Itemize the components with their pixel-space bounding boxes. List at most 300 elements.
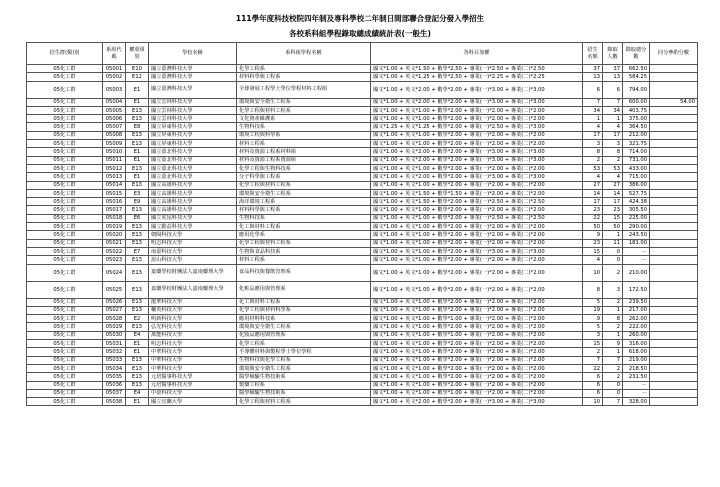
table-cell-w: E13 xyxy=(126,206,149,214)
table-cell-tie: 54.00 xyxy=(650,98,698,106)
table-cell-tie xyxy=(650,356,698,364)
table-row xyxy=(27,356,698,364)
table-cell-g: 05化工群 xyxy=(27,214,103,222)
table-body xyxy=(27,65,698,406)
table-cell-tie xyxy=(650,315,698,323)
table-cell-quota: 5 xyxy=(583,323,603,331)
table-cell-score: 181.00 xyxy=(623,239,650,247)
table-cell-school: 國立臺灣科技大學 xyxy=(149,65,237,73)
table-cell-code: 05016 xyxy=(103,198,126,206)
table-cell-school: 中臺科技大學 xyxy=(149,389,237,397)
table-cell-adm: 3 xyxy=(603,281,623,298)
table-header-row xyxy=(27,43,698,65)
table-cell-tie xyxy=(650,306,698,314)
table-cell-adm: 27 xyxy=(603,181,623,189)
table-cell-tie xyxy=(650,381,698,389)
table-cell-score: 328.00 xyxy=(623,398,650,406)
table-cell-score: 262.00 xyxy=(623,315,650,323)
table-cell-g: 05化工群 xyxy=(27,231,103,239)
table-cell-score: 662.50 xyxy=(623,65,650,73)
table-cell-quota: 1 xyxy=(583,115,603,123)
table-cell-school: 國立雲林科技大學 xyxy=(149,106,237,114)
table-cell-code: 05028 xyxy=(103,315,126,323)
table-cell-code: 05036 xyxy=(103,381,126,389)
table-cell-tie xyxy=(650,214,698,222)
table-cell-code: 05038 xyxy=(103,398,126,406)
table-cell-school: 國立臺北科技大學 xyxy=(149,156,237,164)
table-cell-w: E13 xyxy=(126,223,149,231)
table-cell-school: 國立雲林科技大學 xyxy=(149,115,237,123)
table-cell-school: 國立屏東科技大學 xyxy=(149,140,237,148)
table-cell-dept: 醫學檢驗生物技術系 xyxy=(237,373,371,381)
table-row xyxy=(27,189,698,197)
table-cell-adm: 1 xyxy=(603,306,623,314)
table-cell-adm: 0 xyxy=(603,256,623,264)
table-cell-score: 584.25 xyxy=(623,73,650,81)
table-row xyxy=(27,323,698,331)
table-cell-g: 05化工群 xyxy=(27,106,103,114)
table-cell-adm: 17 xyxy=(603,131,623,139)
table-cell-dept: 化學工程與材料工程系 xyxy=(237,239,371,247)
table-cell-tie xyxy=(650,348,698,356)
table-cell-w: E13 xyxy=(126,364,149,372)
table-cell-code: 05027 xyxy=(103,306,126,314)
table-cell-score: 403.75 xyxy=(623,106,650,114)
table-cell-adm: 2 xyxy=(603,264,623,281)
table-cell-quota: 10 xyxy=(583,398,603,406)
table-cell-weights: 國文*1.00 + 英文*1.00 + 數學*2.00 + 專業(一)*2.00 + 專業(二)*2.00 xyxy=(371,356,583,364)
table-cell-code: 05014 xyxy=(103,181,126,189)
table-cell-adm: 2 xyxy=(603,298,623,306)
table-cell-weights: 國文*1.00 + 英文*1.50 + 數學*2.00 + 專業(一)*2.50 + 專業(二)*2.50 xyxy=(371,198,583,206)
table-cell-score: 243.50 xyxy=(623,231,650,239)
table-cell-school: 弘光科技大學 xyxy=(149,323,237,331)
table-cell-score: 794.00 xyxy=(623,81,650,98)
table-cell-code: 05018 xyxy=(103,214,126,222)
table-cell-school: 中華科技大學 xyxy=(149,348,237,356)
table-cell-g: 05化工群 xyxy=(27,306,103,314)
table-cell-g: 05化工群 xyxy=(27,173,103,181)
table-cell-quota: 7 xyxy=(583,98,603,106)
table-row xyxy=(27,65,698,73)
table-cell-tie xyxy=(650,231,698,239)
table-cell-dept: 應用化學系 xyxy=(237,231,371,239)
table-cell-tie xyxy=(650,256,698,264)
table-cell-dept: 環境與安全衛生工程系 xyxy=(237,364,371,372)
table-cell-weights: 國文*1.00 + 英文*1.50 + 數學*1.50 + 專業(一)*2.00 + 專業(二)*2.00 xyxy=(371,189,583,197)
table-row xyxy=(27,340,698,348)
table-cell-g: 05化工群 xyxy=(27,115,103,123)
table-cell-quota: 15 xyxy=(583,340,603,348)
table-cell-g: 05化工群 xyxy=(27,398,103,406)
table-cell-adm: 1 xyxy=(603,231,623,239)
table-cell-quota: 17 xyxy=(583,131,603,139)
table-cell-dept: 生物科技與化學工程系 xyxy=(237,356,371,364)
table-cell-quota: 17 xyxy=(583,198,603,206)
table-cell-school: 萬能科技大學 xyxy=(149,331,237,339)
table-cell-code: 05011 xyxy=(103,156,126,164)
table-cell-school: 國立勤益科技大學 xyxy=(149,223,237,231)
document-title: 111學年度科技校院四年制及專科學校二年制日間部聯合登記分發入學招生 xyxy=(235,14,485,23)
table-cell-score: 364.50 xyxy=(623,123,650,131)
table-cell-school: 明新科技大學 xyxy=(149,315,237,323)
table-cell-g: 05化工群 xyxy=(27,340,103,348)
table-cell-g: 05化工群 xyxy=(27,81,103,98)
table-cell-adm: 7 xyxy=(603,356,623,364)
table-row xyxy=(27,298,698,306)
table-cell-tie xyxy=(650,65,698,73)
table-cell-w: E13 xyxy=(126,106,149,114)
table-cell-dept: 化學工程與材料工程系 xyxy=(237,106,371,114)
table-cell-weights: 國文*1.00 + 英文*1.00 + 數學*2.00 + 專業(一)*2.00 + 專業(二)*2.00 xyxy=(371,323,583,331)
table-cell-w: E10 xyxy=(126,65,149,73)
table-cell-tie xyxy=(650,373,698,381)
table-cell-tie xyxy=(650,198,698,206)
table-cell-dept: 製藥工程系 xyxy=(237,381,371,389)
table-cell-g: 05化工群 xyxy=(27,348,103,356)
admission-score-table xyxy=(26,42,698,406)
table-cell-dept: 化工與材料工程系 xyxy=(237,298,371,306)
table-cell-adm: 15 xyxy=(603,214,623,222)
table-cell-school: 國立高雄科技大學 xyxy=(149,189,237,197)
table-cell-code: 05004 xyxy=(103,98,126,106)
header-cell: 招生群(類)別 xyxy=(27,43,103,65)
table-cell-w: E4 xyxy=(126,331,149,339)
table-row xyxy=(27,348,698,356)
table-cell-quota: 6 xyxy=(583,81,603,98)
table-row xyxy=(27,123,698,131)
table-cell-dept: 生物科技系 xyxy=(237,214,371,222)
table-cell-score: 212.00 xyxy=(623,131,650,139)
table-cell-adm: 53 xyxy=(603,164,623,172)
table-cell-school: 國立高雄科技大學 xyxy=(149,206,237,214)
table-cell-g: 05化工群 xyxy=(27,323,103,331)
table-cell-g: 05化工群 xyxy=(27,239,103,247)
table-cell-quota: 6 xyxy=(583,373,603,381)
table-row xyxy=(27,73,698,81)
table-row xyxy=(27,173,698,181)
table-cell-score: － xyxy=(623,389,650,397)
table-cell-code: 05030 xyxy=(103,331,126,339)
table-cell-school: 輔英科技大學 xyxy=(149,306,237,314)
table-cell-g: 05化工群 xyxy=(27,256,103,264)
table-cell-score: 600.00 xyxy=(623,98,650,106)
table-cell-weights: 國文*1.00 + 英文*1.00 + 數學*2.00 + 專業(一)*2.00 + 專業(二)*2.00 xyxy=(371,140,583,148)
table-cell-school: 國立宜蘭大學 xyxy=(149,398,237,406)
table-row xyxy=(27,148,698,156)
table-cell-school: 國立臺北科技大學 xyxy=(149,164,237,172)
table-cell-adm: 7 xyxy=(603,398,623,406)
table-cell-score: 222.00 xyxy=(623,323,650,331)
header-cell: 招生名額 xyxy=(583,43,603,65)
table-cell-code: 05001 xyxy=(103,65,126,73)
table-cell-code: 05008 xyxy=(103,131,126,139)
table-row xyxy=(27,223,698,231)
table-cell-code: 05020 xyxy=(103,231,126,239)
table-cell-code: 05012 xyxy=(103,164,126,172)
table-cell-school: 明志科技大學 xyxy=(149,239,237,247)
table-cell-adm: 2 xyxy=(603,364,623,372)
table-cell-school: 嘉藥學校財團法人嘉南藥理大學 xyxy=(149,264,237,281)
table-cell-dept: 文化資產維護系 xyxy=(237,115,371,123)
table-cell-dept: 海洋環境工程系 xyxy=(237,198,371,206)
table-cell-w: E13 xyxy=(126,298,149,306)
table-cell-adm: 0 xyxy=(603,381,623,389)
table-cell-school: 元培醫事科技大學 xyxy=(149,373,237,381)
table-row xyxy=(27,156,698,164)
table-cell-adm: 3 xyxy=(603,140,623,148)
table-cell-weights: 國文*1.00 + 英文*2.00 + 數學*2.00 + 專業(一)*3.00 + 專業(二)*3.00 xyxy=(371,173,583,181)
table-cell-score: 217.00 xyxy=(623,306,650,314)
table-cell-code: 05022 xyxy=(103,247,126,255)
table-row xyxy=(27,315,698,323)
table-cell-score: 527.75 xyxy=(623,189,650,197)
table-cell-quota: 7 xyxy=(583,356,603,364)
table-cell-tie xyxy=(650,389,698,397)
table-cell-dept: 材料科學與工程系 xyxy=(237,73,371,81)
table-cell-score: － xyxy=(623,256,650,264)
table-cell-g: 05化工群 xyxy=(27,281,103,298)
table-cell-code: 05010 xyxy=(103,148,126,156)
table-cell-w: E7 xyxy=(126,247,149,255)
table-cell-quota: 37 xyxy=(583,65,603,73)
table-cell-dept: 分子科學與工程系 xyxy=(237,173,371,181)
table-cell-school: 國立臺北科技大學 xyxy=(149,173,237,181)
table-cell-tie xyxy=(650,189,698,197)
table-cell-dept: 半導體材料與製程學士學位學程 xyxy=(237,348,371,356)
table-cell-g: 05化工群 xyxy=(27,98,103,106)
table-cell-tie xyxy=(650,123,698,131)
table-cell-score: － xyxy=(623,247,650,255)
table-cell-quota: 22 xyxy=(583,364,603,372)
table-cell-tie xyxy=(650,331,698,339)
table-cell-g: 05化工群 xyxy=(27,381,103,389)
table-row xyxy=(27,389,698,397)
table-cell-code: 05002 xyxy=(103,73,126,81)
table-row xyxy=(27,398,698,406)
table-cell-code: 05031 xyxy=(103,340,126,348)
table-cell-g: 05化工群 xyxy=(27,148,103,156)
table-cell-code: 05023 xyxy=(103,256,126,264)
table-row xyxy=(27,331,698,339)
table-cell-adm: 4 xyxy=(603,123,623,131)
table-cell-w: E13 xyxy=(126,256,149,264)
table-cell-quota: 6 xyxy=(583,381,603,389)
table-cell-w: E1 xyxy=(126,81,149,98)
table-cell-dept: 材料及資源工程系材料組 xyxy=(237,148,371,156)
table-cell-quota: 9 xyxy=(583,315,603,323)
table-cell-tie xyxy=(650,131,698,139)
table-cell-school: 元培醫事科技大學 xyxy=(149,381,237,389)
table-cell-code: 05005 xyxy=(103,106,126,114)
table-cell-w: E13 xyxy=(126,373,149,381)
table-cell-dept: 生物與食品科技系 xyxy=(237,247,371,255)
table-row xyxy=(27,198,698,206)
table-cell-tie xyxy=(650,239,698,247)
table-cell-g: 05化工群 xyxy=(27,298,103,306)
table-cell-weights: 國文*1.00 + 英文*1.00 + 數學*2.00 + 專業(一)*3.00 + 專業(二)*3.00 xyxy=(371,247,583,255)
table-cell-g: 05化工群 xyxy=(27,73,103,81)
table-row xyxy=(27,206,698,214)
table-cell-adm: 8 xyxy=(603,148,623,156)
table-cell-adm: 34 xyxy=(603,106,623,114)
table-cell-g: 05化工群 xyxy=(27,65,103,73)
table-cell-quota: 34 xyxy=(583,106,603,114)
table-cell-tie xyxy=(650,81,698,98)
table-cell-code: 05006 xyxy=(103,115,126,123)
table-cell-weights: 國文*1.00 + 英文*1.00 + 數學*2.00 + 專業(一)*2.00 + 專業(二)*2.00 xyxy=(371,106,583,114)
table-cell-weights: 國文*1.00 + 英文*1.00 + 數學*2.00 + 專業(一)*2.00 + 專業(二)*2.00 xyxy=(371,256,583,264)
table-row xyxy=(27,281,698,298)
header-cell: 錄取總分數 xyxy=(623,43,650,65)
table-cell-g: 05化工群 xyxy=(27,373,103,381)
table-cell-quota: 4 xyxy=(583,256,603,264)
table-cell-g: 05化工群 xyxy=(27,247,103,255)
table-cell-score: 316.00 xyxy=(623,340,650,348)
table-cell-weights: 國文*1.00 + 英文*2.00 + 數學*2.00 + 專業(一)*3.00 + 專業(二)*3.00 xyxy=(371,81,583,98)
table-cell-weights: 國文*1.00 + 英文*1.00 + 數學*2.00 + 專業(一)*2.00 + 專業(二)*2.00 xyxy=(371,348,583,356)
table-cell-weights: 國文*1.00 + 英文*1.00 + 數學*2.00 + 專業(一)*2.50 + 專業(二)*2.50 xyxy=(371,214,583,222)
table-cell-tie xyxy=(650,115,698,123)
table-cell-adm: 1 xyxy=(603,331,623,339)
table-cell-w: E13 xyxy=(126,281,149,298)
table-cell-code: 05026 xyxy=(103,298,126,306)
table-cell-adm: 9 xyxy=(603,340,623,348)
table-cell-score: 321.75 xyxy=(623,140,650,148)
table-row xyxy=(27,256,698,264)
table-cell-score: 219.00 xyxy=(623,356,650,364)
table-cell-school: 中華科技大學 xyxy=(149,364,237,372)
table-cell-score: 172.50 xyxy=(623,281,650,298)
table-cell-g: 05化工群 xyxy=(27,123,103,131)
header-cell: 系組代碼 xyxy=(103,43,126,65)
table-cell-g: 05化工群 xyxy=(27,181,103,189)
table-cell-adm: 11 xyxy=(603,239,623,247)
table-cell-quota: 53 xyxy=(583,164,603,172)
table-row xyxy=(27,140,698,148)
table-cell-w: E1 xyxy=(126,98,149,106)
table-cell-dept: 環境與安全衛生工程系 xyxy=(237,98,371,106)
table-cell-quota: 8 xyxy=(583,281,603,298)
table-cell-quota: 23 xyxy=(583,206,603,214)
table-cell-score: 218.50 xyxy=(623,364,650,372)
table-cell-w: E6 xyxy=(126,214,149,222)
table-cell-weights: 國文*1.00 + 英文*1.00 + 數學*2.00 + 專業(一)*2.00 + 專業(二)*2.00 xyxy=(371,223,583,231)
table-cell-dept: 化學工程與生物科技系 xyxy=(237,164,371,172)
table-cell-dept: 化學工程系 xyxy=(237,65,371,73)
table-cell-w: E1 xyxy=(126,340,149,348)
table-cell-score: 225.00 xyxy=(623,214,650,222)
table-cell-dept: 應用材料科技系 xyxy=(237,315,371,323)
table-cell-dept: 材料工程系 xyxy=(237,256,371,264)
table-cell-g: 05化工群 xyxy=(27,198,103,206)
table-cell-score: 424.38 xyxy=(623,198,650,206)
table-cell-w: E13 xyxy=(126,164,149,172)
table-cell-score: 715.00 xyxy=(623,173,650,181)
header-cell: 同分參酌分數 xyxy=(650,43,698,65)
table-cell-w: E12 xyxy=(126,73,149,81)
table-cell-quota: 27 xyxy=(583,181,603,189)
table-cell-code: 05009 xyxy=(103,140,126,148)
table-cell-weights: 國文*1.00 + 英文*1.00 + 數學*2.00 + 專業(一)*2.00 + 專業(二)*2.00 xyxy=(371,206,583,214)
table-cell-adm: 7 xyxy=(603,98,623,106)
table-cell-adm: 1 xyxy=(603,115,623,123)
table-cell-code: 05019 xyxy=(103,223,126,231)
table-cell-school: 國立雲林科技大學 xyxy=(149,98,237,106)
table-cell-dept: 生物科技系 xyxy=(237,123,371,131)
document-subtitle: 各校系科組學程錄取總成績統計表(一般生) xyxy=(289,29,431,38)
header-cell: 系科組學程名稱 xyxy=(237,43,371,65)
table-cell-dept: 材料及資源工程系資源組 xyxy=(237,156,371,164)
table-cell-w: E13 xyxy=(126,239,149,247)
table-cell-score: 433.00 xyxy=(623,164,650,172)
table-cell-code: 05024 xyxy=(103,264,126,281)
table-cell-weights: 國文*1.00 + 英文*1.00 + 數學*2.00 + 專業(一)*2.00 + 專業(二)*2.00 xyxy=(371,298,583,306)
table-cell-school: 國立臺灣科技大學 xyxy=(149,81,237,98)
table-cell-tie xyxy=(650,73,698,81)
table-cell-school: 國立高雄科技大學 xyxy=(149,198,237,206)
table-cell-quota: 22 xyxy=(583,214,603,222)
table-cell-quota: 2 xyxy=(583,348,603,356)
table-cell-weights: 國文*1.00 + 英文*1.00 + 數學*2.00 + 專業(一)*2.00 + 專業(二)*2.00 xyxy=(371,306,583,314)
table-cell-weights: 國文*1.00 + 英文*1.00 + 數學*2.00 + 專業(一)*2.00 + 專業(二)*2.00 xyxy=(371,264,583,281)
table-cell-score: 618.00 xyxy=(623,348,650,356)
table-cell-tie xyxy=(650,148,698,156)
table-cell-school: 朝陽科技大學 xyxy=(149,231,237,239)
table-cell-dept: 環境與安全衛生工程系 xyxy=(237,189,371,197)
table-cell-score: 731.00 xyxy=(623,156,650,164)
table-cell-quota: 2 xyxy=(583,156,603,164)
table-cell-dept: 環境與安全衛生工程系 xyxy=(237,323,371,331)
table-cell-adm: 17 xyxy=(603,198,623,206)
table-cell-weights: 國文*1.00 + 英文*1.00 + 數學*2.00 + 專業(一)*2.00 + 專業(二)*2.00 xyxy=(371,381,583,389)
table-cell-weights: 國文*1.00 + 英文*1.00 + 數學*2.00 + 專業(一)*2.00 + 專業(二)*2.00 xyxy=(371,281,583,298)
table-cell-quota: 4 xyxy=(583,123,603,131)
table-cell-code: 05032 xyxy=(103,348,126,356)
table-cell-code: 05015 xyxy=(103,189,126,197)
table-cell-w: E13 xyxy=(126,181,149,189)
table-row xyxy=(27,306,698,314)
table-cell-school: 明志科技大學 xyxy=(149,340,237,348)
table-cell-dept: 化妝品應用與管理系 xyxy=(237,331,371,339)
table-cell-school: 國立臺北科技大學 xyxy=(149,148,237,156)
table-cell-weights: 國文*1.00 + 英文*1.00 + 數學*2.00 + 專業(一)*2.00 + 專業(二)*2.00 xyxy=(371,364,583,372)
table-cell-weights: 國文*1.00 + 英文*1.00 + 數學*2.00 + 專業(一)*2.00 + 專業(二)*2.00 xyxy=(371,231,583,239)
table-cell-tie xyxy=(650,106,698,114)
table-cell-g: 05化工群 xyxy=(27,223,103,231)
table-cell-adm: 1 xyxy=(603,348,623,356)
table-cell-tie xyxy=(650,181,698,189)
table-cell-quota: 6 xyxy=(583,389,603,397)
table-cell-dept: 化學工程與材料工程系 xyxy=(237,398,371,406)
table-cell-tie xyxy=(650,298,698,306)
table-cell-w: E13 xyxy=(126,323,149,331)
table-cell-score: 260.00 xyxy=(623,331,650,339)
table-cell-w: E13 xyxy=(126,131,149,139)
table-cell-weights: 國文*1.00 + 英文*1.00 + 數學*2.00 + 專業(一)*2.00 + 專業(二)*2.00 xyxy=(371,340,583,348)
table-cell-adm: 50 xyxy=(603,223,623,231)
table-cell-score: 210.00 xyxy=(623,264,650,281)
table-cell-school: 中華科技大學 xyxy=(149,356,237,364)
table-cell-tie xyxy=(650,156,698,164)
table-cell-quota: 19 xyxy=(583,306,603,314)
table-row xyxy=(27,98,698,106)
table-cell-code: 05003 xyxy=(103,81,126,98)
table-row xyxy=(27,247,698,255)
table-cell-weights: 國文*1.00 + 英文*2.00 + 數學*2.00 + 專業(一)*3.00 + 專業(二)*3.00 xyxy=(371,148,583,156)
table-cell-school: 國立虎尾科技大學 xyxy=(149,214,237,222)
table-cell-adm: 4 xyxy=(603,173,623,181)
